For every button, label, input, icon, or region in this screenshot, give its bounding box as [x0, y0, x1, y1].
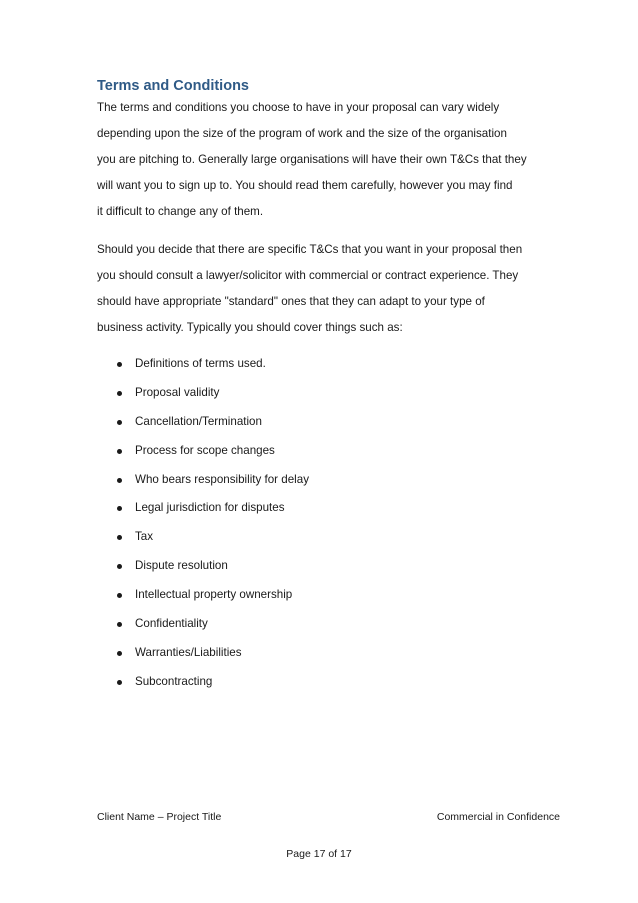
- list-item-text: Subcontracting: [135, 674, 213, 688]
- section-heading: Terms and Conditions: [97, 78, 249, 94]
- bullet-icon: [117, 391, 122, 396]
- bullet-icon: [117, 506, 122, 511]
- footer-confidentiality: Commercial in Confidence: [436, 811, 560, 823]
- list-item-text: Legal jurisdiction for disputes: [135, 501, 285, 515]
- bullet-icon: [117, 420, 122, 425]
- paragraph-line: business activity. Typically you should cover things such as:: [97, 321, 403, 334]
- bullet-icon: [117, 622, 122, 627]
- list-item-text: Proposal validity: [135, 385, 220, 399]
- list-item-text: Definitions of terms used.: [135, 357, 266, 370]
- list-item-text: Tax: [135, 530, 154, 544]
- list-item-text: Cancellation/Termination: [135, 414, 262, 428]
- paragraph-line: depending upon the size of the program of work and the size of the organisation: [97, 127, 507, 140]
- footer-client-project: Client Name – Project Title: [97, 811, 222, 823]
- paragraph-line: it difficult to change any of them.: [97, 205, 264, 218]
- bullet-icon: [117, 449, 122, 454]
- paragraph-line: you are pitching to. Generally large organisations will have their own T&Cs that they: [97, 153, 527, 166]
- paragraph-terms-intro: [97, 95, 567, 225]
- bullet-icon: [117, 535, 122, 540]
- bullet-icon: [117, 362, 122, 367]
- bullet-icon: [117, 478, 122, 483]
- bullet-icon: [117, 651, 122, 656]
- list-item-text: Process for scope changes: [135, 443, 275, 457]
- list-item-text: Intellectual property ownership: [135, 588, 293, 602]
- page-number: Page 17 of 17: [286, 848, 352, 860]
- list-item-text: Warranties/Liabilities: [135, 645, 242, 659]
- paragraph-line: Should you decide that there are specific T&Cs that you want in your proposal then: [97, 243, 523, 256]
- bullet-icon: [117, 564, 122, 569]
- bullet-icon: [117, 593, 122, 598]
- bullet-icon: [117, 680, 122, 685]
- paragraph-specific-tcs: [97, 237, 567, 341]
- paragraph-line: you should consult a lawyer/solicitor with commercial or contract experience. They: [97, 269, 519, 282]
- paragraph-line: will want you to sign up to. You should read them carefully, however you may find: [97, 179, 513, 192]
- list-item-text: Who bears responsibility for delay: [135, 472, 309, 486]
- list-item-text: Confidentiality: [135, 617, 208, 631]
- paragraph-line: should have appropriate "standard" ones that they can adapt to your type of: [97, 295, 485, 308]
- paragraph-line: The terms and conditions you choose to have in your proposal can vary widely: [97, 101, 500, 114]
- list-item-text: Dispute resolution: [135, 559, 228, 573]
